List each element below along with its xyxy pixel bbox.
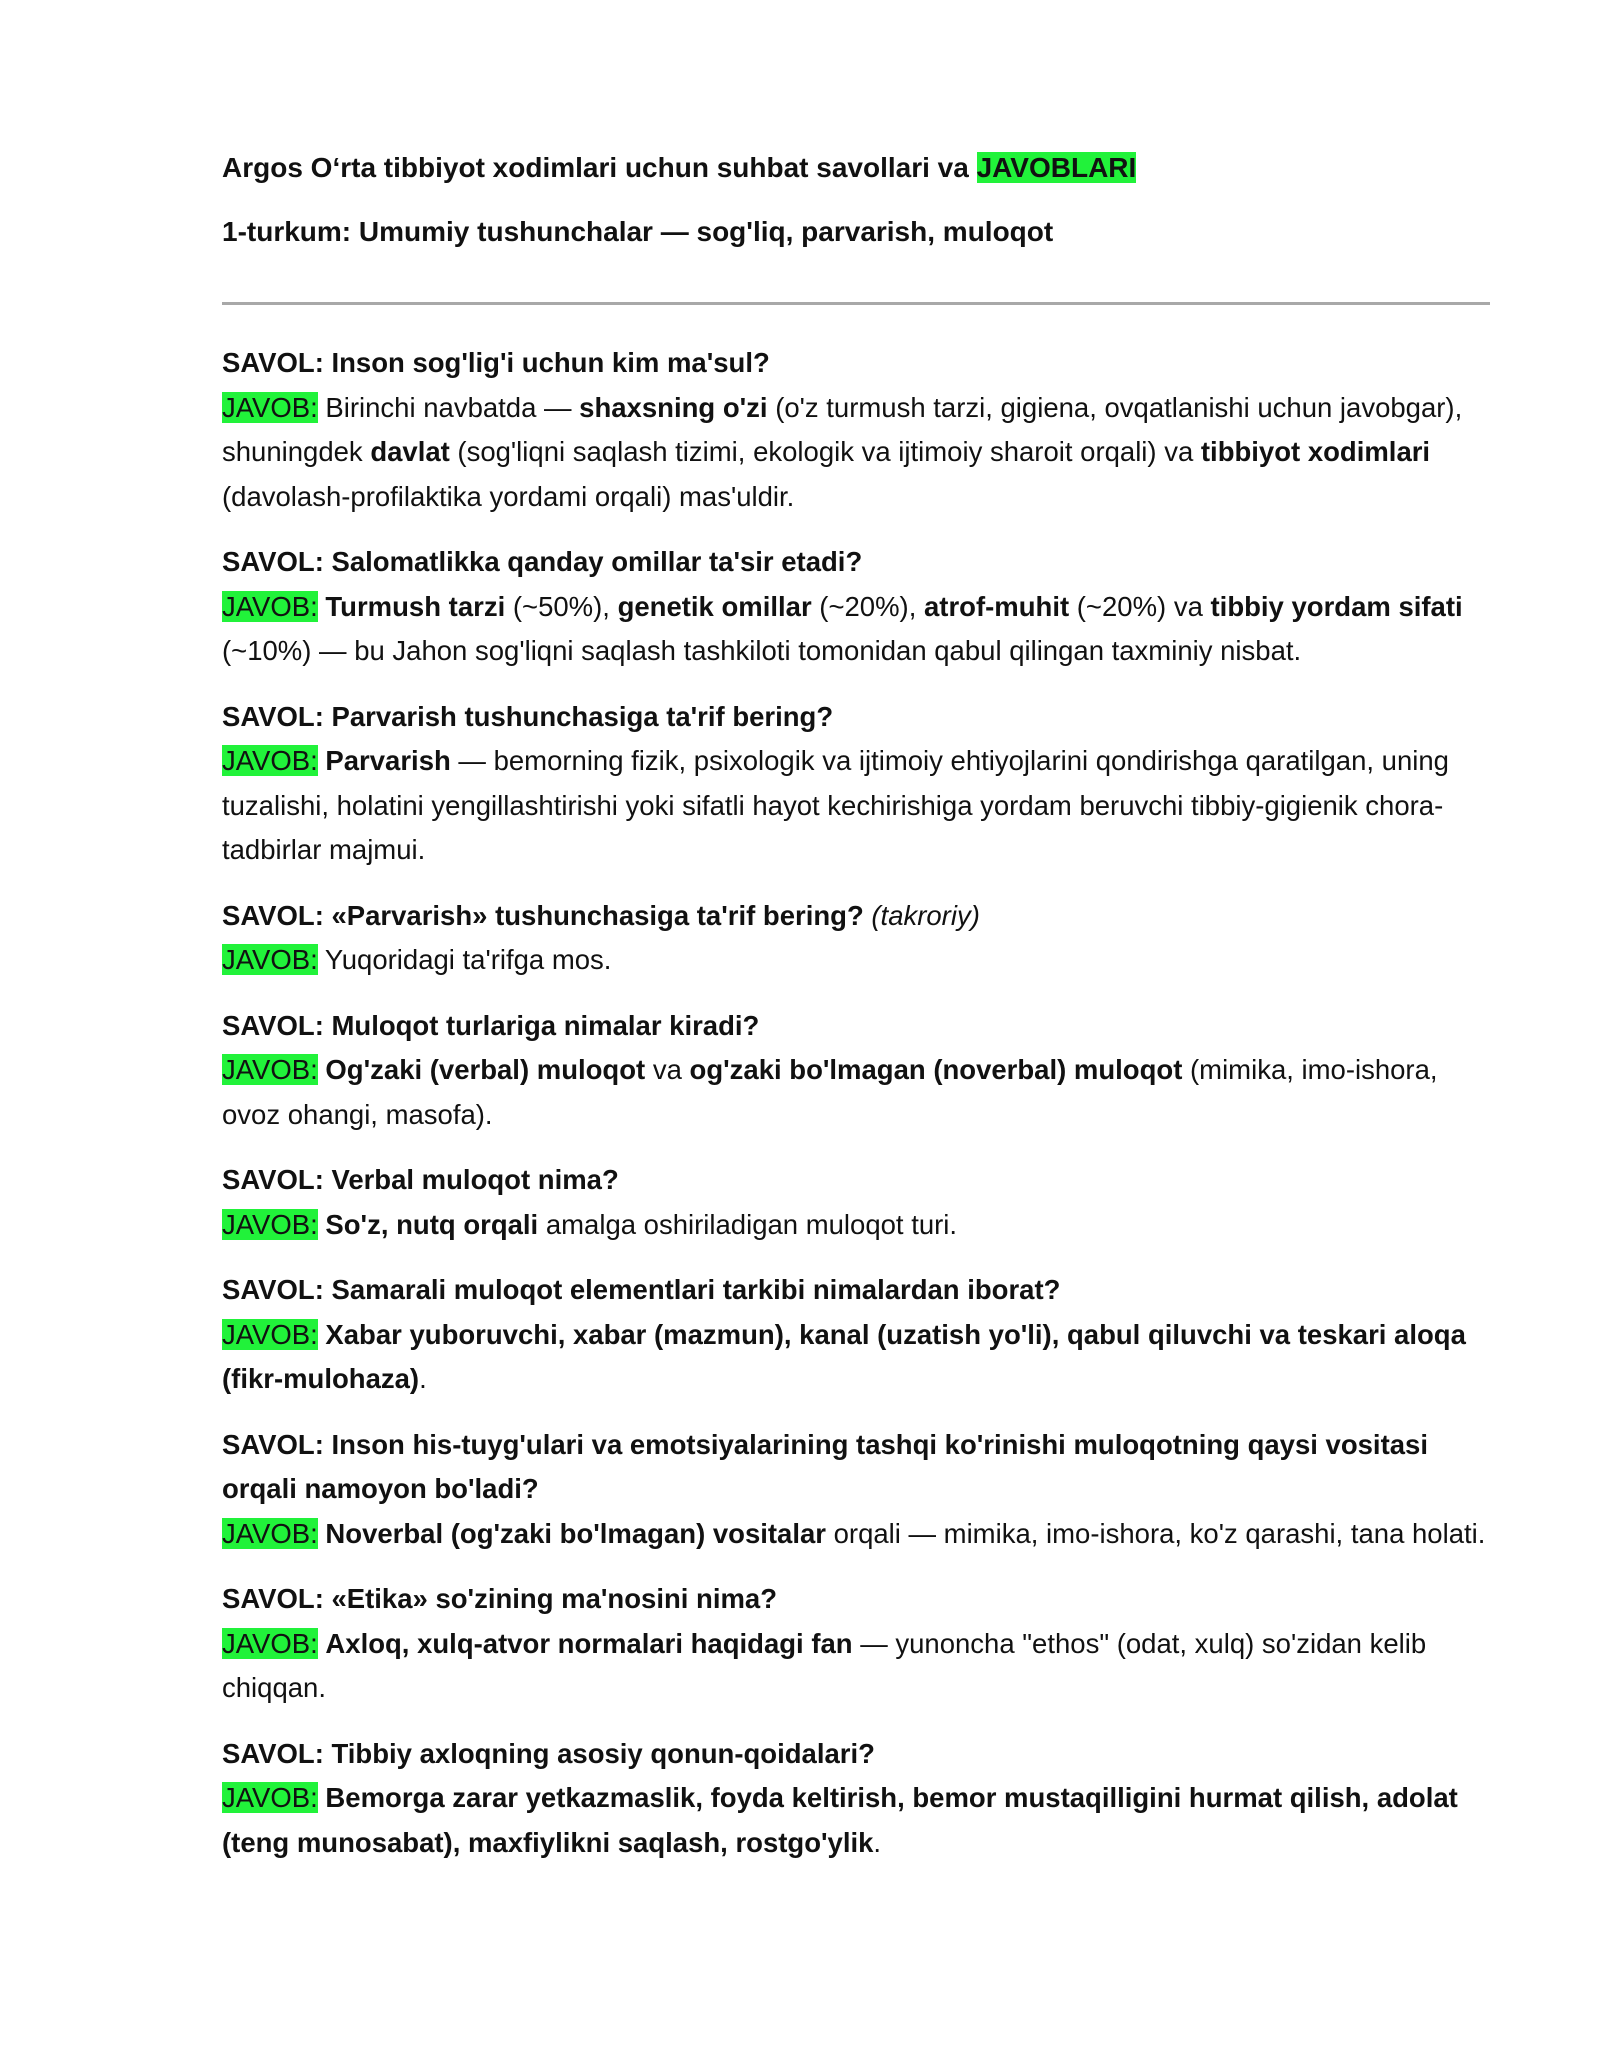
answer-label-highlight: JAVOB: bbox=[222, 1208, 318, 1240]
answer-segment: (sog'liqni saqlash tizimi, ekologik va ijtimoiy sharoit orqali) va bbox=[449, 436, 1201, 467]
question-text bbox=[222, 1004, 1490, 1049]
answer-label-highlight: JAVOB: bbox=[222, 1054, 318, 1085]
answer-segment: (mimika, imo-ishora, ovoz ohangi, masofa). bbox=[222, 1054, 1438, 1130]
answer-bold-segment: atrof-muhit bbox=[924, 590, 1070, 622]
answer-text bbox=[222, 1203, 1490, 1248]
horizontal-divider bbox=[222, 302, 1490, 305]
question-label: SAVOL: Tibbiy axloqning asosiy qonun-qoidalari? bbox=[222, 1737, 875, 1769]
answer-bold-segment: Axloq, xulq-atvor normalari haqidagi fan bbox=[325, 1627, 853, 1659]
answer-segment: (~20%) va bbox=[1069, 590, 1211, 622]
answer-text bbox=[222, 585, 1490, 674]
answer-segment: Birinchi navbatda — bbox=[317, 391, 580, 423]
answer-segment: . bbox=[873, 1826, 882, 1858]
answer-bold-segment: shaxsning o'zi bbox=[579, 391, 768, 423]
answer-segment: Yuqoridagi ta'rifga mos. bbox=[317, 944, 612, 975]
section-subtitle: 1-turkum: Umumiy tushunchalar — sog'liq, parvarish, muloqot bbox=[222, 216, 1054, 247]
question-label: SAVOL: Salomatlikka qanday omillar ta'sir etadi? bbox=[222, 546, 863, 577]
answer-text bbox=[222, 1313, 1490, 1402]
answer-segment: amalga oshiriladigan muloqot turi. bbox=[538, 1208, 958, 1240]
question-text bbox=[222, 1158, 1490, 1203]
question-text bbox=[222, 540, 1490, 585]
answer-bold-segment: Parvarish bbox=[325, 745, 451, 776]
answer-text bbox=[222, 386, 1490, 520]
question-label: SAVOL: «Parvarish» tushunchasiga ta'rif bering? bbox=[222, 899, 864, 931]
question-label: SAVOL: Muloqot turlariga nimalar kiradi? bbox=[222, 1009, 760, 1041]
answer-label-highlight: JAVOB: bbox=[222, 391, 318, 423]
question-label: SAVOL: «Etika» so'zining ma'nosini nima? bbox=[222, 1583, 778, 1614]
answer-bold-segment: davlat bbox=[370, 436, 450, 467]
answer-bold-segment: og'zaki bo'lmagan (noverbal) muloqot bbox=[689, 1054, 1183, 1085]
answer-segment: va bbox=[645, 1054, 690, 1085]
answer-bold-segment: tibbiyot xodimlari bbox=[1200, 436, 1431, 467]
answer-label-highlight: JAVOB: bbox=[222, 1517, 318, 1549]
document-content bbox=[222, 148, 1490, 1886]
qa-item bbox=[222, 894, 1490, 983]
answer-bold-segment: tibbiy yordam sifati bbox=[1210, 590, 1463, 622]
qa-list bbox=[222, 341, 1490, 1865]
question-label: SAVOL: Inson sog'lig'i uchun kim ma'sul? bbox=[222, 347, 770, 378]
qa-item bbox=[222, 1423, 1490, 1557]
question-text bbox=[222, 695, 1490, 740]
qa-item bbox=[222, 695, 1490, 873]
question-text bbox=[222, 1268, 1490, 1313]
qa-item bbox=[222, 1577, 1490, 1711]
question-text bbox=[222, 341, 1490, 386]
answer-label-highlight: JAVOB: bbox=[222, 745, 318, 776]
answer-text bbox=[222, 1048, 1490, 1137]
answer-label-highlight: JAVOB: bbox=[222, 944, 318, 975]
question-label: SAVOL: Samarali muloqot elementlari tarkibi nimalardan iborat? bbox=[222, 1274, 1061, 1305]
answer-text bbox=[222, 1622, 1490, 1711]
answer-segment: (davolash-profilaktika yordami orqali) mas'uldir. bbox=[222, 480, 795, 512]
question-label: SAVOL: Verbal muloqot nima? bbox=[222, 1164, 619, 1195]
answer-segment: — bemorning fizik, psixologik va ijtimoiy ehtiyojlarini qondirishga qaratilgan, uning tuzalishi, holatini yengillashtirishi yoki sifatli hayot kechirishiga yordam beruvchi tibbiy-gigienik chora-tadbirlar majmui. bbox=[222, 745, 1449, 865]
answer-segment: orqali — mimika, imo-ishora, ko'z qarashi, tana holati. bbox=[825, 1517, 1486, 1549]
answer-bold-segment: Noverbal (og'zaki bo'lmagan) vositalar bbox=[325, 1517, 826, 1549]
answer-bold-segment: Xabar yuboruvchi, xabar (mazmun), kanal (uzatish yo'li), qabul qiluvchi va teskari aloqa (fikr-mulohaza) bbox=[222, 1318, 1466, 1394]
answer-segment: — yunoncha "ethos" (odat, xulq) so'zidan kelib chiqqan. bbox=[222, 1627, 1427, 1703]
answer-label-highlight: JAVOB: bbox=[222, 1627, 318, 1659]
answer-segment: (~10%) — bu Jahon sog'liqni saqlash tashkiloti tomonidan qabul qilingan taxminiy nisbat. bbox=[222, 635, 1302, 666]
question-text bbox=[222, 1577, 1490, 1622]
qa-item bbox=[222, 341, 1490, 519]
answer-label-highlight: JAVOB: bbox=[222, 590, 318, 622]
answer-bold-segment: Bemorga zarar yetkazmaslik, foyda keltirish, bemor mustaqilligini hurmat qilish, adolat (teng munosabat), maxfiylikni saqlash, rostgo'ylik bbox=[222, 1782, 1458, 1858]
qa-item bbox=[222, 1158, 1490, 1247]
qa-item bbox=[222, 1732, 1490, 1866]
title-highlight: JAVOBLARI bbox=[976, 152, 1137, 183]
answer-bold-segment: So'z, nutq orqali bbox=[325, 1208, 539, 1240]
answer-text bbox=[222, 739, 1490, 873]
answer-text bbox=[222, 938, 1490, 983]
answer-label-highlight: JAVOB: bbox=[222, 1782, 318, 1813]
qa-item bbox=[222, 1004, 1490, 1138]
question-note: (takroriy) bbox=[863, 899, 980, 931]
question-text bbox=[222, 1423, 1490, 1512]
title-text: Argos O‘rta tibbiyot xodimlari uchun suhbat savollari va bbox=[222, 152, 977, 183]
answer-bold-segment: genetik omillar bbox=[617, 590, 812, 622]
answer-label-highlight: JAVOB: bbox=[222, 1318, 318, 1350]
qa-item bbox=[222, 1268, 1490, 1402]
answer-segment: (o'z turmush tarzi, gigiena, ovqatlanishi uchun javobgar), shuningdek bbox=[222, 391, 1463, 467]
question-text bbox=[222, 894, 1490, 939]
answer-text bbox=[222, 1512, 1490, 1557]
answer-bold-segment: Turmush tarzi bbox=[325, 590, 506, 622]
question-label: SAVOL: Parvarish tushunchasiga ta'rif bering? bbox=[222, 700, 834, 732]
answer-segment: (~20%), bbox=[811, 590, 924, 622]
qa-item bbox=[222, 540, 1490, 674]
question-text bbox=[222, 1732, 1490, 1777]
answer-segment: . bbox=[419, 1363, 427, 1394]
question-label: SAVOL: Inson his-tuyg'ulari va emotsiyalarining tashqi ko'rinishi muloqotning qaysi vositasi orqali namoyon bo'ladi? bbox=[222, 1428, 1428, 1504]
answer-segment: (~50%), bbox=[505, 590, 618, 622]
answer-text bbox=[222, 1776, 1490, 1865]
answer-bold-segment: Og'zaki (verbal) muloqot bbox=[325, 1054, 646, 1085]
document-title bbox=[222, 148, 1490, 188]
